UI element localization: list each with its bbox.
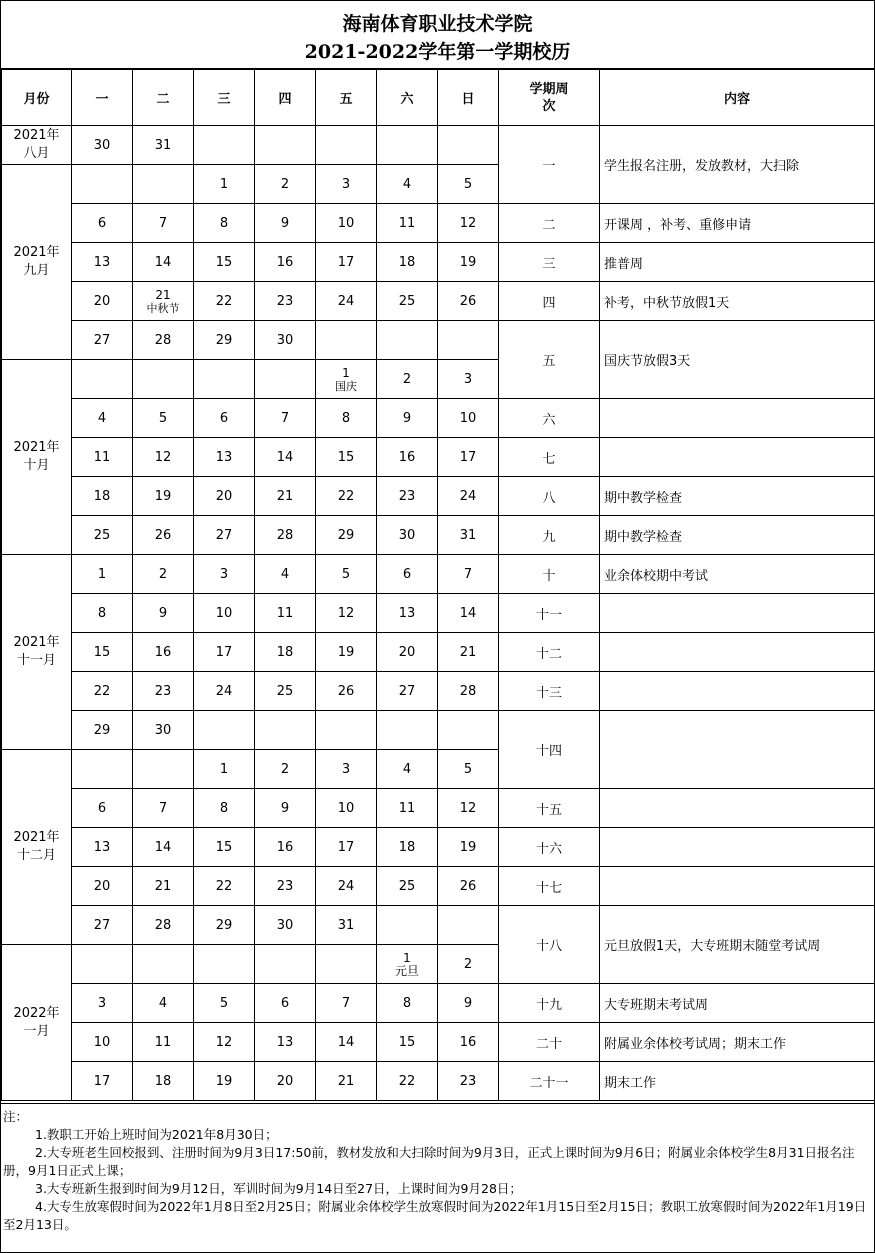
day-cell: 2 — [438, 945, 499, 984]
day-cell: 15 — [72, 633, 133, 672]
day-cell: 4 — [377, 165, 438, 204]
table-row — [2, 399, 875, 438]
note-item: 3.大专班新生报到时间为9月12日，军训时间为9月14日至27日，上课时间为9月28日； — [35, 1181, 522, 1196]
day-cell — [72, 360, 133, 399]
table-row — [2, 984, 875, 1023]
day-cell: 24 — [194, 672, 255, 711]
day-cell: 20 — [194, 477, 255, 516]
day-cell: 3 — [316, 165, 377, 204]
week-content: 附属业余体校考试周；期末工作 — [600, 1023, 875, 1062]
day-cell: 20 — [377, 633, 438, 672]
day-cell — [133, 945, 194, 984]
day-cell: 16 — [255, 828, 316, 867]
holiday-label: 元旦 — [394, 963, 419, 978]
week-content: 学生报名注册，发放教材，大扫除 — [600, 126, 875, 204]
header-content: 内容 — [600, 70, 875, 126]
day-cell: 23 — [438, 1062, 499, 1101]
day-cell: 15 — [194, 243, 255, 282]
day-cell — [255, 126, 316, 165]
day-cell: 25 — [377, 867, 438, 906]
day-cell: 11 — [377, 789, 438, 828]
table-row — [2, 711, 875, 750]
day-cell: 7 — [438, 555, 499, 594]
day-cell: 16 — [255, 243, 316, 282]
day-cell: 8 — [194, 789, 255, 828]
day-cell: 30 — [255, 321, 316, 360]
day-cell: 3 — [438, 360, 499, 399]
table-row — [2, 126, 875, 165]
day-cell: 3 — [194, 555, 255, 594]
day-cell: 13 — [194, 438, 255, 477]
title-block — [1, 1, 874, 69]
day-cell: 22 — [72, 672, 133, 711]
day-cell: 20 — [255, 1062, 316, 1101]
note-item: 2.大专班老生回校报到、注册时间为9月3日17:50前，教材发放和大扫除时间为9月3日，正式上课时间为9月6日；附属业余体校学生8月31日报名注册，9月1日正式上课； — [3, 1145, 855, 1178]
day-cell: 15 — [194, 828, 255, 867]
day-cell-holiday — [133, 282, 194, 321]
day-cell: 7 — [133, 204, 194, 243]
day-cell: 6 — [377, 555, 438, 594]
table-row — [2, 672, 875, 711]
day-cell — [377, 126, 438, 165]
day-cell — [72, 750, 133, 789]
day-cell-holiday — [316, 360, 377, 399]
day-cell: 19 — [194, 1062, 255, 1101]
week-number: 十五 — [499, 789, 600, 828]
week-number: 一 — [499, 126, 600, 204]
notes-section — [1, 1103, 874, 1238]
day-cell: 5 — [438, 165, 499, 204]
day-cell: 30 — [72, 126, 133, 165]
week-content: 大专班期末考试周 — [600, 984, 875, 1023]
day-cell: 10 — [316, 204, 377, 243]
week-content: 开课周 ，补考、重修申请 — [600, 204, 875, 243]
day-cell: 26 — [438, 867, 499, 906]
day-cell: 28 — [133, 321, 194, 360]
day-cell: 10 — [316, 789, 377, 828]
day-cell: 2 — [255, 165, 316, 204]
table-row — [2, 282, 875, 321]
week-content: 补考，中秋节放假1天 — [600, 282, 875, 321]
day-cell: 5 — [438, 750, 499, 789]
week-number: 八 — [499, 477, 600, 516]
month-sep: 2021年 九月 — [2, 165, 72, 360]
day-cell: 29 — [316, 516, 377, 555]
day-cell: 5 — [133, 399, 194, 438]
day-cell: 19 — [316, 633, 377, 672]
day-cell: 24 — [438, 477, 499, 516]
day-cell: 1 — [194, 750, 255, 789]
holiday-label: 中秋节 — [146, 301, 180, 315]
day-cell: 21 — [316, 1062, 377, 1101]
day-cell: 14 — [133, 243, 194, 282]
day-cell — [133, 750, 194, 789]
week-number: 十九 — [499, 984, 600, 1023]
day-cell: 14 — [438, 594, 499, 633]
week-number: 四 — [499, 282, 600, 321]
day-cell: 16 — [133, 633, 194, 672]
day-cell: 9 — [438, 984, 499, 1023]
note-item: 1.教职工开始上班时间为2021年8月30日； — [35, 1127, 278, 1142]
day-cell — [316, 711, 377, 750]
day-cell: 2 — [377, 360, 438, 399]
day-cell: 15 — [316, 438, 377, 477]
day-cell — [255, 711, 316, 750]
day-cell: 14 — [255, 438, 316, 477]
day-cell: 14 — [316, 1023, 377, 1062]
table-row — [2, 1023, 875, 1062]
day-cell: 19 — [438, 243, 499, 282]
day-cell: 2 — [133, 555, 194, 594]
day-cell: 25 — [377, 282, 438, 321]
week-number: 九 — [499, 516, 600, 555]
week-number: 六 — [499, 399, 600, 438]
day-cell — [316, 945, 377, 984]
week-content — [600, 633, 875, 672]
day-cell: 18 — [72, 477, 133, 516]
week-number: 十七 — [499, 867, 600, 906]
table-row — [2, 867, 875, 906]
day-cell — [377, 711, 438, 750]
day-cell: 8 — [377, 984, 438, 1023]
table-row — [2, 477, 875, 516]
day-cell — [316, 321, 377, 360]
day-cell: 23 — [133, 672, 194, 711]
week-content — [600, 594, 875, 633]
day-cell: 26 — [316, 672, 377, 711]
day-cell: 12 — [133, 438, 194, 477]
day-cell: 22 — [377, 1062, 438, 1101]
week-number: 十三 — [499, 672, 600, 711]
week-number: 二十一 — [499, 1062, 600, 1101]
day-cell: 5 — [316, 555, 377, 594]
table-row — [2, 1062, 875, 1101]
day-cell: 12 — [194, 1023, 255, 1062]
table-row — [2, 789, 875, 828]
week-content — [600, 867, 875, 906]
holiday-label: 国庆 — [335, 379, 357, 393]
week-number: 十 — [499, 555, 600, 594]
day-cell: 5 — [194, 984, 255, 1023]
day-cell: 13 — [255, 1023, 316, 1062]
calendar-table — [1, 69, 875, 1101]
header-mon: 一 — [72, 70, 133, 126]
day-cell: 27 — [377, 672, 438, 711]
day-cell: 1 — [72, 555, 133, 594]
day-cell: 23 — [377, 477, 438, 516]
day-cell: 28 — [133, 906, 194, 945]
header-month: 月份 — [2, 70, 72, 126]
day-cell: 22 — [194, 867, 255, 906]
day-cell — [194, 711, 255, 750]
table-row — [2, 594, 875, 633]
day-cell: 10 — [438, 399, 499, 438]
table-row — [2, 555, 875, 594]
day-cell — [194, 360, 255, 399]
table-row — [2, 516, 875, 555]
week-content — [600, 672, 875, 711]
day-cell: 9 — [377, 399, 438, 438]
week-number: 二 — [499, 204, 600, 243]
table-row — [2, 243, 875, 282]
day-cell: 12 — [438, 789, 499, 828]
day-cell: 9 — [255, 204, 316, 243]
day-cell: 21 — [438, 633, 499, 672]
day-cell — [72, 165, 133, 204]
day-cell — [316, 126, 377, 165]
day-cell: 27 — [72, 906, 133, 945]
week-content: 元旦放假1天，大专班期末随堂考试周 — [600, 906, 875, 984]
table-row — [2, 204, 875, 243]
day-cell: 11 — [133, 1023, 194, 1062]
day-cell: 30 — [133, 711, 194, 750]
header-week: 学期周次 — [499, 70, 600, 126]
week-content: 期中教学检查 — [600, 516, 875, 555]
day-cell: 11 — [377, 204, 438, 243]
day-cell — [438, 321, 499, 360]
day-cell: 7 — [316, 984, 377, 1023]
day-cell: 24 — [316, 867, 377, 906]
day-cell: 22 — [194, 282, 255, 321]
day-cell: 13 — [377, 594, 438, 633]
week-content — [600, 711, 875, 789]
month-jan: 2022年 一月 — [2, 945, 72, 1101]
month-dec: 2021年 十二月 — [2, 750, 72, 945]
day-cell: 17 — [194, 633, 255, 672]
week-content: 推普周 — [600, 243, 875, 282]
day-cell: 18 — [133, 1062, 194, 1101]
day-cell: 14 — [133, 828, 194, 867]
week-number: 十一 — [499, 594, 600, 633]
day-number: 21 — [155, 287, 171, 302]
day-cell: 16 — [377, 438, 438, 477]
day-cell — [133, 165, 194, 204]
day-cell: 26 — [438, 282, 499, 321]
table-row — [2, 633, 875, 672]
notes-label: 注： — [3, 1109, 29, 1124]
month-aug: 2021年 八月 — [2, 126, 72, 165]
day-cell: 22 — [316, 477, 377, 516]
day-cell: 4 — [72, 399, 133, 438]
day-cell: 7 — [255, 399, 316, 438]
day-cell: 13 — [72, 243, 133, 282]
day-cell: 27 — [72, 321, 133, 360]
day-cell — [133, 360, 194, 399]
week-content — [600, 399, 875, 438]
header-row — [2, 70, 875, 126]
day-cell — [438, 906, 499, 945]
day-cell — [194, 945, 255, 984]
day-cell — [72, 945, 133, 984]
day-cell: 12 — [316, 594, 377, 633]
week-content — [600, 828, 875, 867]
day-cell: 20 — [72, 282, 133, 321]
day-cell: 18 — [255, 633, 316, 672]
day-cell — [377, 321, 438, 360]
day-cell: 25 — [255, 672, 316, 711]
day-cell — [377, 906, 438, 945]
day-cell: 31 — [133, 126, 194, 165]
day-cell: 17 — [438, 438, 499, 477]
day-cell: 8 — [316, 399, 377, 438]
day-cell: 28 — [438, 672, 499, 711]
day-cell — [194, 126, 255, 165]
day-cell: 3 — [316, 750, 377, 789]
calendar-title: 2021-2022学年第一学期校历 — [304, 41, 571, 63]
day-cell: 6 — [72, 204, 133, 243]
day-cell: 23 — [255, 867, 316, 906]
day-cell: 31 — [316, 906, 377, 945]
day-cell: 7 — [133, 789, 194, 828]
day-cell: 3 — [72, 984, 133, 1023]
week-content — [600, 438, 875, 477]
day-cell: 6 — [255, 984, 316, 1023]
day-cell — [438, 126, 499, 165]
day-cell: 29 — [194, 321, 255, 360]
school-name: 海南体育职业技术学院 — [342, 13, 533, 35]
week-number: 十六 — [499, 828, 600, 867]
day-cell: 30 — [377, 516, 438, 555]
day-cell: 15 — [377, 1023, 438, 1062]
day-cell: 21 — [255, 477, 316, 516]
day-cell: 4 — [377, 750, 438, 789]
note-item: 4.大专生放寒假时间为2022年1月8日至2月25日；附属业余体校学生放寒假时间为2022年1月15日至2月15日；教职工放寒假时间为2022年1月19日至2月13日。 — [3, 1199, 867, 1232]
header-fri: 五 — [316, 70, 377, 126]
day-cell-holiday — [377, 945, 438, 984]
day-cell: 11 — [255, 594, 316, 633]
day-cell: 31 — [438, 516, 499, 555]
week-content: 期末工作 — [600, 1062, 875, 1101]
header-tue: 二 — [133, 70, 194, 126]
day-cell: 21 — [133, 867, 194, 906]
day-cell: 23 — [255, 282, 316, 321]
table-row — [2, 906, 875, 945]
day-cell: 6 — [72, 789, 133, 828]
day-cell: 18 — [377, 828, 438, 867]
day-cell: 24 — [316, 282, 377, 321]
table-row — [2, 321, 875, 360]
week-number: 十二 — [499, 633, 600, 672]
header-sat: 六 — [377, 70, 438, 126]
day-cell — [255, 360, 316, 399]
day-cell: 10 — [194, 594, 255, 633]
day-cell — [255, 945, 316, 984]
day-cell: 1 — [194, 165, 255, 204]
day-cell: 6 — [194, 399, 255, 438]
day-cell: 29 — [194, 906, 255, 945]
week-number: 二十 — [499, 1023, 600, 1062]
day-cell: 17 — [316, 243, 377, 282]
day-cell: 17 — [72, 1062, 133, 1101]
day-cell — [438, 711, 499, 750]
day-number: 1 — [403, 950, 411, 965]
month-nov: 2021年 十一月 — [2, 555, 72, 750]
header-thu: 四 — [255, 70, 316, 126]
day-cell: 13 — [72, 828, 133, 867]
week-content: 国庆节放假3天 — [600, 321, 875, 399]
week-content: 期中教学检查 — [600, 477, 875, 516]
day-cell: 12 — [438, 204, 499, 243]
table-row — [2, 438, 875, 477]
day-cell: 18 — [377, 243, 438, 282]
day-cell: 30 — [255, 906, 316, 945]
day-cell: 25 — [72, 516, 133, 555]
day-cell: 20 — [72, 867, 133, 906]
month-oct: 2021年 十月 — [2, 360, 72, 555]
day-cell: 27 — [194, 516, 255, 555]
day-cell: 17 — [316, 828, 377, 867]
day-cell: 16 — [438, 1023, 499, 1062]
week-number: 十八 — [499, 906, 600, 984]
header-sun: 日 — [438, 70, 499, 126]
day-cell: 28 — [255, 516, 316, 555]
header-wed: 三 — [194, 70, 255, 126]
week-number: 七 — [499, 438, 600, 477]
day-cell: 4 — [255, 555, 316, 594]
day-cell: 9 — [255, 789, 316, 828]
week-number: 五 — [499, 321, 600, 399]
day-cell: 9 — [133, 594, 194, 633]
day-cell: 29 — [72, 711, 133, 750]
week-content: 业余体校期中考试 — [600, 555, 875, 594]
day-cell: 11 — [72, 438, 133, 477]
day-cell: 4 — [133, 984, 194, 1023]
day-cell: 2 — [255, 750, 316, 789]
day-cell: 19 — [133, 477, 194, 516]
table-row — [2, 828, 875, 867]
day-number: 1 — [342, 365, 350, 380]
day-cell: 8 — [72, 594, 133, 633]
week-content — [600, 789, 875, 828]
day-cell: 19 — [438, 828, 499, 867]
day-cell: 26 — [133, 516, 194, 555]
week-number: 十四 — [499, 711, 600, 789]
day-cell: 8 — [194, 204, 255, 243]
day-cell: 10 — [72, 1023, 133, 1062]
week-number: 三 — [499, 243, 600, 282]
